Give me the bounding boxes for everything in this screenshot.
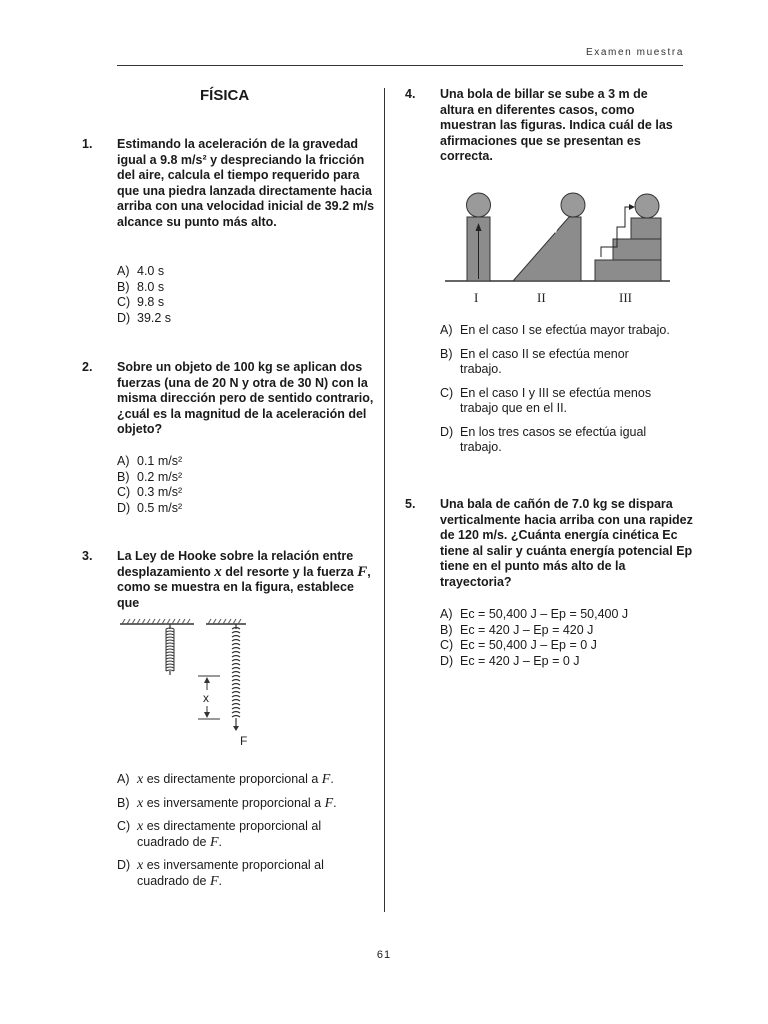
question-number: 2. (82, 360, 93, 374)
question-number: 4. (405, 87, 416, 101)
option-d[interactable] (117, 858, 375, 889)
option-letter: A) (440, 323, 453, 337)
question-text-part: del resorte y la fuerza (221, 564, 358, 579)
option-c[interactable] (440, 638, 695, 654)
case-2-ramp (513, 193, 585, 281)
option-text: En el caso II se efectúa menor trabajo. (460, 346, 629, 376)
option-a[interactable] (117, 454, 375, 470)
option-letter: D) (117, 500, 131, 515)
question-options (117, 454, 375, 516)
question-5 (405, 497, 695, 677)
hooke-spring-figure (118, 618, 248, 750)
option-letter: B) (440, 346, 453, 361)
option-letter: A) (440, 607, 453, 621)
option-letter: C) (440, 385, 454, 400)
option-c[interactable] (117, 295, 375, 311)
option-text: x es inversamente proporcional al cuadrado de F. (137, 858, 324, 889)
option-letter: D) (117, 858, 131, 872)
variable-f: F (357, 563, 368, 580)
option-text: 39.2 s (137, 310, 172, 325)
option-text: x es directamente proporcional al cuadrado de F. (137, 819, 322, 850)
case-label-3: III (619, 290, 632, 305)
option-letter: B) (117, 469, 130, 484)
option-letter: A) (117, 772, 130, 786)
option-letter: B) (117, 279, 130, 294)
option-letter: A) (117, 264, 130, 278)
variable-x: x (214, 563, 222, 580)
option-text: En los tres casos se efectúa igual trabajo. (460, 424, 647, 454)
header-rule (117, 65, 683, 66)
option-text: En el caso I se efectúa mayor trabajo. (460, 323, 670, 337)
option-b[interactable] (440, 347, 685, 378)
option-text: x es directamente proporcional a F. (137, 772, 334, 787)
question-text: Sobre un objeto de 100 kg se aplican dos fuerzas (una de 20 N y otra de 30 N) con la misma dirección pero de sentido contrario, ¿cuál es la magnitud de la aceleración del objeto? (117, 360, 374, 436)
option-text: Ec = 420 J – Ep = 420 J (460, 622, 594, 637)
option-text: 0.2 m/s² (137, 469, 183, 484)
option-text: x es inversamente proporcional a F. (137, 795, 337, 811)
question-number: 3. (82, 549, 93, 563)
question-options (117, 264, 375, 326)
option-d[interactable] (440, 654, 695, 670)
option-text: Ec = 50,400 J – Ep = 50,400 J (460, 607, 629, 621)
displacement-marker (198, 676, 220, 719)
option-text: 9.8 s (137, 295, 165, 309)
option-a[interactable] (117, 264, 375, 280)
option-c[interactable] (117, 819, 375, 850)
question-text (117, 549, 375, 611)
question-4 (405, 87, 695, 462)
option-letter: D) (117, 310, 131, 325)
compressed-spring (166, 624, 174, 675)
option-d[interactable] (117, 311, 375, 327)
header-title: Examen muestra (586, 47, 684, 58)
option-text: Ec = 420 J – Ep = 0 J (460, 653, 580, 668)
question-options (440, 607, 695, 669)
option-b[interactable] (117, 470, 375, 486)
option-d[interactable] (440, 425, 685, 456)
question-text-part: , como se muestra en la figura, establece que (117, 564, 371, 610)
ceiling-left (120, 619, 194, 624)
question-text: Estimando la aceleración de la gravedad igual a 9.8 m/s² y despreciando la fricción del aire, calcula el tiempo requerido para que una piedra lanzada directamente hacia arriba con una velocidad inicial de 39.2 m/s alcance su punto más alto. (117, 137, 375, 229)
option-letter: D) (440, 653, 454, 668)
case-label-2: II (537, 290, 546, 305)
option-b[interactable] (117, 280, 375, 296)
page-number: 61 (376, 949, 392, 961)
option-letter: B) (117, 795, 130, 810)
option-text: 8.0 s (137, 279, 165, 294)
option-a[interactable] (117, 772, 375, 788)
question-text: Una bala de cañón de 7.0 kg se dispara verticalmente hacia arriba con una rapidez de 120 m/s. ¿Cuánta energía cinética Ec tiene al salir y cuánta energía potencial Ep tiene en el punto más alto de la trayectoria? (440, 497, 693, 589)
option-text: 0.1 m/s² (137, 454, 183, 468)
option-a[interactable] (440, 607, 695, 623)
question-text: Una bola de billar se sube a 3 m de altura en diferentes casos, como muestran las figuras. Indica cuál de las afirmaciones que se presentan es correcta. (440, 87, 673, 163)
option-text: En el caso I y III se efectúa menos trabajo que en el II. (460, 385, 652, 415)
option-text: Ec = 50,400 J – Ep = 0 J (460, 638, 597, 652)
stretched-spring (232, 624, 240, 731)
option-text: 4.0 s (137, 264, 165, 278)
question-options (117, 772, 375, 897)
option-b[interactable] (440, 623, 695, 639)
question-options (440, 323, 685, 464)
option-a[interactable] (440, 323, 685, 339)
case-label-1: I (474, 290, 479, 305)
case-3-stairs (595, 194, 661, 281)
section-title: FÍSICA (200, 87, 250, 104)
question-text-part: La Ley de Hooke sobre la relación entre desplazamiento (117, 549, 354, 579)
option-letter: C) (440, 638, 454, 652)
option-text: 0.5 m/s² (137, 500, 183, 515)
question-number: 1. (82, 137, 93, 151)
label-f: F (240, 734, 248, 748)
case-1-column (467, 193, 491, 281)
option-d[interactable] (117, 501, 375, 517)
option-letter: D) (440, 424, 454, 439)
label-x: x (203, 691, 209, 705)
option-letter: C) (117, 819, 131, 833)
option-letter: B) (440, 622, 453, 637)
option-text: 0.3 m/s² (137, 485, 183, 499)
question-1 (82, 137, 382, 337)
option-c[interactable] (117, 485, 375, 501)
ceiling-right (206, 619, 246, 624)
billiard-ball-figure (445, 185, 675, 310)
option-letter: C) (117, 295, 131, 309)
option-b[interactable] (117, 796, 375, 812)
question-3 (82, 549, 382, 901)
question-number: 5. (405, 497, 416, 511)
option-letter: A) (117, 454, 130, 468)
column-divider (384, 88, 385, 912)
question-2 (82, 360, 382, 525)
option-letter: C) (117, 485, 131, 499)
option-c[interactable] (440, 386, 685, 417)
